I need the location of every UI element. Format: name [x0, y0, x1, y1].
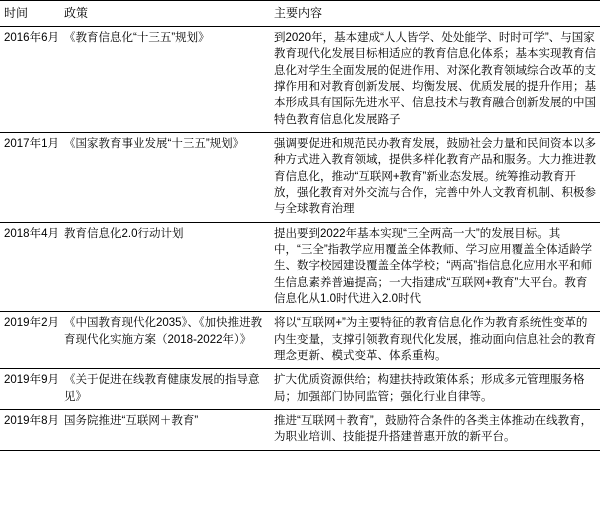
cell-content: 提出要到2022年基本实现“三全两高一大”的发展目标。其中，“三全”指教学应用覆盖全体教师、学习应用覆盖全体适龄学生、数字校园建设覆盖全体学校；“两高”指信息化应用水平和师生信息素养普遍提高；一大指建成“互联网+教育”大平台。教育信息化从1.0时代进入2.0时代	[270, 222, 600, 312]
table-row	[0, 27, 600, 133]
table-row	[0, 133, 600, 223]
cell-content: 到2020年，基本建成“人人皆学、处处能学、时时可学”、与国家教育现代化发展目标相适应的教育信息化体系；基本实现教育信息化对学生全面发展的促进作用、对深化教育领域综合改革的支撑作用和对教育创新发展、均衡发展、优质发展的提升作用；基本形成具有国际先进水平、信息技术与教育融合创新发展的中国特色教育信息化发展路子	[270, 27, 600, 133]
table-body	[0, 27, 600, 451]
column-header-policy: 政策	[60, 1, 270, 27]
cell-policy: 国务院推进“互联网＋教育”	[60, 409, 270, 450]
table-row	[0, 312, 600, 369]
column-header-content: 主要内容	[270, 1, 600, 27]
table-row	[0, 369, 600, 410]
cell-content: 推进“互联网＋教育”，鼓励符合条件的各类主体推动在线教育，为职业培训、技能提升搭建普惠开放的新平台。	[270, 409, 600, 450]
table-row	[0, 409, 600, 450]
cell-policy: 《国家教育事业发展“十三五”规划》	[60, 133, 270, 223]
cell-policy: 《教育信息化“十三五”规划》	[60, 27, 270, 133]
cell-time: 2018年4月	[0, 222, 60, 312]
cell-time: 2019年2月	[0, 312, 60, 369]
cell-time: 2019年8月	[0, 409, 60, 450]
cell-time: 2017年1月	[0, 133, 60, 223]
cell-policy: 《中国教育现代化2035》、《加快推进教育现代化实施方案（2018-2022年）》	[60, 312, 270, 369]
table-row	[0, 222, 600, 312]
table-header	[0, 1, 600, 27]
table-header-row	[0, 1, 600, 27]
column-header-time: 时间	[0, 1, 60, 27]
cell-policy: 《关于促进在线教育健康发展的指导意见》	[60, 369, 270, 410]
cell-time: 2016年6月	[0, 27, 60, 133]
cell-time: 2019年9月	[0, 369, 60, 410]
cell-policy: 教育信息化2.0行动计划	[60, 222, 270, 312]
cell-content: 强调要促进和规范民办教育发展，鼓励社会力量和民间资本以多种方式进入教育领域，提供多样化教育产品和服务。大力推进教育信息化，推动“互联网+教育”新业态发展。统筹推动教育开放，强化教育对外交流与合作，完善中外人文教育机制、积极参与全球教育治理	[270, 133, 600, 223]
cell-content: 将以“互联网+”为主要特征的教育信息化作为教育系统性变革的内生变量，支撑引领教育现代化发展，推动面向信息社会的教育理念更新、模式变革、体系重构。	[270, 312, 600, 369]
cell-content: 扩大优质资源供给；构建扶持政策体系；形成多元管理服务格局；加强部门协同监管；强化行业自律等。	[270, 369, 600, 410]
